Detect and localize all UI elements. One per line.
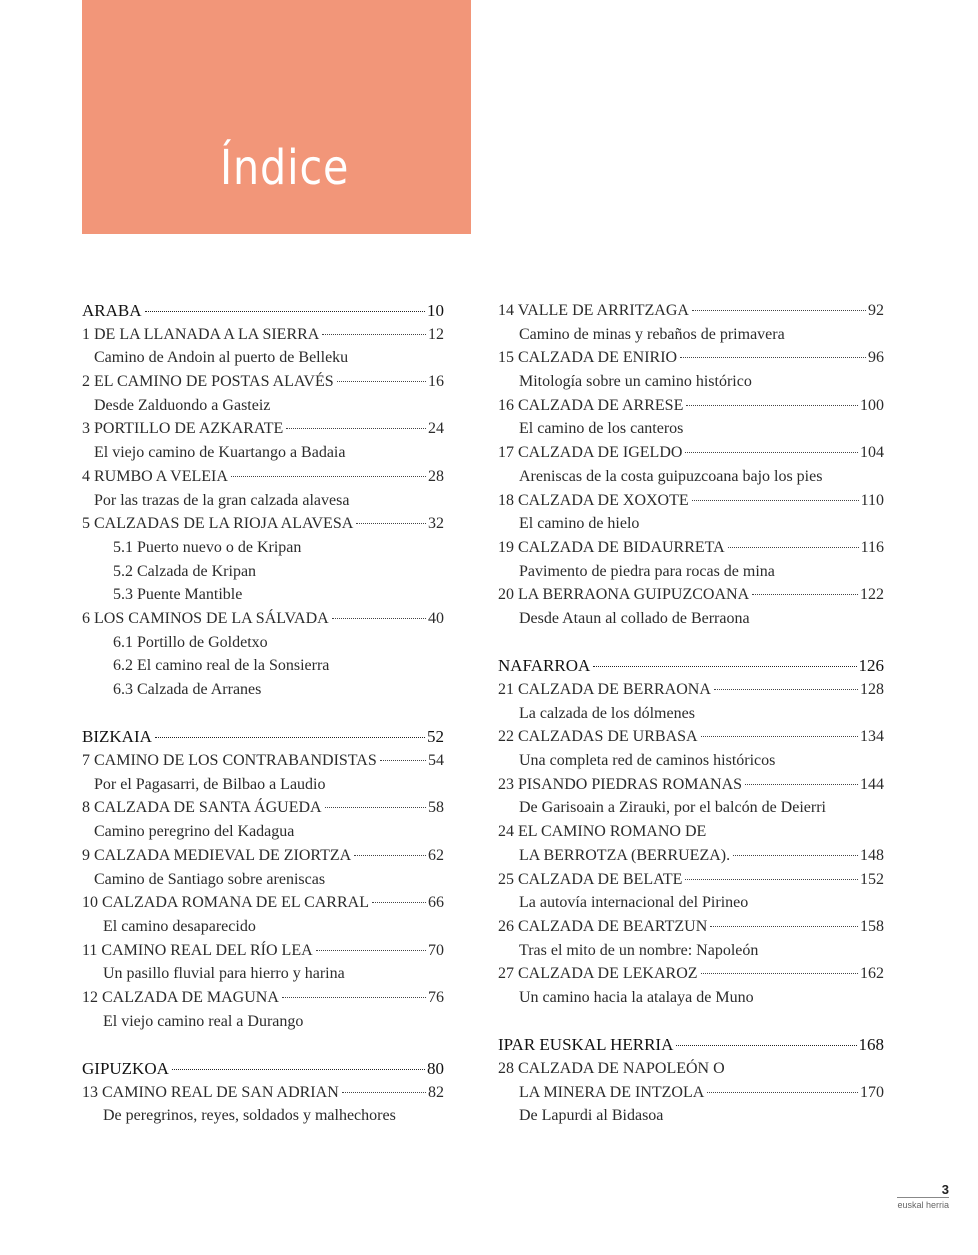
toc-entry (82, 417, 444, 441)
toc-entry (498, 962, 884, 986)
toc-entry-title: El camino de los canteros (519, 420, 684, 438)
toc-entry-title: 15 CALZADA DE ENIRIO (498, 349, 678, 367)
toc-entry-title: 6 LOS CAMINOS DE LA SÁLVADA (82, 609, 329, 627)
toc-page-number: 28 (428, 467, 444, 485)
toc-section-heading (82, 1057, 444, 1081)
dot-leader (692, 310, 866, 311)
toc-subtitle (82, 820, 444, 844)
toc-page-number: 144 (860, 775, 884, 793)
toc-subtitle (82, 868, 444, 892)
toc-page-number: 126 (858, 656, 884, 676)
toc-subtitle (82, 962, 444, 986)
dot-leader (316, 950, 426, 951)
toc-subtitle (82, 441, 444, 465)
toc-page-number: 110 (860, 491, 884, 509)
toc-entry-title: Una completa red de caminos históricos (519, 752, 776, 770)
toc-entry (498, 725, 884, 749)
toc-entry-title: 16 CALZADA DE ARRESE (498, 396, 684, 414)
toc-entry (498, 299, 884, 323)
toc-entry (498, 915, 884, 939)
toc-section-heading (498, 654, 884, 678)
toc-entry (82, 844, 444, 868)
toc-entry-title: 19 CALZADA DE BIDAURRETA (498, 538, 725, 556)
toc-entry (82, 323, 444, 347)
toc-page-number: 24 (428, 420, 444, 438)
toc-entry-title: 13 CAMINO REAL DE SAN ADRIAN (82, 1083, 339, 1101)
toc-page-number: 80 (427, 1059, 444, 1078)
toc-subtitle (498, 512, 884, 536)
dot-leader (342, 1092, 426, 1093)
toc-entry-title: 7 CAMINO DE LOS CONTRABANDISTAS (82, 752, 377, 770)
title-block (82, 0, 471, 234)
dot-leader (286, 428, 426, 429)
dot-leader (701, 736, 858, 737)
toc-entry-title: Un camino hacia la atalaya de Muno (519, 988, 754, 1006)
toc-subtitle (498, 417, 884, 441)
dot-leader (337, 381, 426, 382)
toc-entry (82, 986, 444, 1010)
toc-entry-title: Pavimento de piedra para rocas de mina (519, 562, 775, 580)
dot-leader (332, 618, 426, 619)
toc-entry (82, 607, 444, 631)
toc-page-number: 122 (860, 586, 884, 604)
toc-entry-title: 20 LA BERRAONA GUIPUZCOANA (498, 586, 750, 604)
toc-entry-title: BIZKAIA (82, 727, 152, 747)
toc-entry (498, 868, 884, 892)
toc-entry-title: Areniscas de la costa guipuzcoana bajo los pies (519, 467, 823, 485)
toc-entry-title: 4 RUMBO A VELEIA (82, 467, 228, 485)
toc-entry (498, 346, 884, 370)
toc-entry-title: De Lapurdi al Bidasoa (519, 1107, 664, 1125)
toc-entry-title: 12 CALZADA DE MAGUNA (82, 988, 279, 1006)
dot-leader (325, 807, 426, 808)
toc-entry-title: Camino de Santiago sobre areniscas (94, 870, 326, 888)
dot-leader (680, 357, 866, 358)
toc-entry-title: El camino de hielo (519, 515, 640, 533)
toc-entry-title: 5.2 Calzada de Kripan (113, 562, 257, 580)
toc-subtitle (82, 1010, 444, 1034)
toc-entry-title: NAFARROA (498, 656, 591, 676)
section-gap (498, 631, 884, 655)
toc-subtitle (82, 489, 444, 513)
toc-entry-title: El camino desaparecido (103, 917, 256, 935)
toc-entry (82, 512, 444, 536)
toc-subtitle (498, 796, 884, 820)
toc-entry-title: LA BERROTZA (BERRUEZA). (519, 846, 731, 864)
toc-page-number: 100 (860, 396, 884, 414)
dot-leader (372, 902, 426, 903)
dot-leader (752, 594, 858, 595)
toc-entry (82, 891, 444, 915)
dot-leader (714, 689, 858, 690)
toc-entry (498, 773, 884, 797)
publication-name: euskal herria (897, 1200, 949, 1210)
toc-subtitle (82, 1104, 444, 1128)
toc-entry-title: Desde Zalduondo a Gasteiz (94, 396, 271, 414)
toc-page-number: 66 (428, 894, 444, 912)
toc-page-number: 54 (428, 752, 444, 770)
toc-page-number: 92 (868, 302, 884, 319)
toc-entry (498, 489, 884, 513)
toc-entry-title: 6.3 Calzada de Arranes (113, 681, 262, 698)
page-title: Índice (220, 140, 350, 196)
toc-entry-title: El viejo camino real a Durango (103, 1012, 304, 1030)
toc-subtitle (498, 939, 884, 963)
toc-entry (82, 939, 444, 963)
toc-page-number: 16 (428, 373, 444, 391)
toc-entry-title: 5.1 Puerto nuevo o de Kripan (113, 538, 302, 556)
toc-entry (498, 536, 884, 560)
toc-subtitle (498, 465, 884, 489)
toc-entry (82, 796, 444, 820)
toc-page-number: 40 (428, 609, 444, 627)
toc-subsection (82, 631, 444, 655)
toc-subtitle (498, 560, 884, 584)
toc-entry-title: 27 CALZADA DE LEKAROZ (498, 965, 698, 983)
toc-entry-title: Tras el mito de un nombre: Napoleón (519, 941, 759, 959)
dot-leader (685, 452, 858, 453)
toc-page-number: 12 (428, 325, 444, 343)
toc-page-number: 162 (860, 965, 884, 983)
toc-subsection (82, 678, 444, 702)
toc-entry (498, 394, 884, 418)
dot-leader (155, 737, 425, 738)
toc-page-number: 10 (427, 301, 444, 320)
toc-entry-title: LA MINERA DE INTZOLA (519, 1083, 705, 1101)
toc-column-right (498, 299, 884, 1128)
toc-entry-title: 10 CALZADA ROMANA DE EL CARRAL (82, 894, 369, 912)
toc-page-number: 104 (860, 444, 884, 462)
dot-leader (728, 547, 859, 548)
dot-leader (701, 973, 858, 974)
toc-entry-title: El viejo camino de Kuartango a Badaia (94, 444, 346, 462)
toc-page-number: 168 (858, 1035, 884, 1055)
toc-entry-title: 28 CALZADA DE NAPOLEÓN O (498, 1060, 725, 1077)
footer-divider (897, 1197, 949, 1198)
toc-entry-title: 5 CALZADAS DE LA RIOJA ALAVESA (82, 515, 354, 533)
toc-entry-title: ARABA (82, 301, 142, 320)
toc-entry-title: De peregrinos, reyes, soldados y malhechores (103, 1107, 396, 1125)
toc-entry-title: Por el Pagasarri, de Bilbao a Laudio (94, 775, 326, 793)
toc-entry-title: Camino de Andoin al puerto de Belleku (94, 349, 349, 367)
toc-subsection (82, 560, 444, 584)
toc-entry-title: 1 DE LA LLANADA A LA SIERRA (82, 325, 320, 343)
toc-section-heading (498, 1033, 884, 1057)
toc-entry-title: De Garisoain a Zirauki, por el balcón de Deierri (519, 799, 826, 817)
toc-entry-title: Camino de minas y rebaños de primavera (519, 325, 785, 343)
toc-entry (82, 370, 444, 394)
toc-entry-title: 18 CALZADA DE XOXOTE (498, 491, 689, 509)
toc-subtitle (82, 915, 444, 939)
dot-leader (354, 855, 426, 856)
toc-entry-title: GIPUZKOA (82, 1059, 169, 1078)
toc-section-heading (82, 299, 444, 323)
toc-entry-title: 2 EL CAMINO DE POSTAS ALAVÉS (82, 373, 334, 391)
toc-page-number: 116 (860, 538, 884, 556)
toc-page-number: 76 (428, 988, 444, 1006)
dot-leader (686, 405, 858, 406)
section-gap (498, 1010, 884, 1034)
toc-subtitle (82, 773, 444, 797)
toc-entry-title: 6.2 El camino real de la Sonsierra (113, 657, 330, 675)
toc-subsection (82, 583, 444, 607)
toc-entry-title: 24 EL CAMINO ROMANO DE (498, 823, 707, 841)
toc-entry-title: 26 CALZADA DE BEARTZUN (498, 917, 708, 935)
dot-leader (676, 1045, 856, 1046)
dot-leader (685, 879, 858, 880)
toc-section-heading (82, 725, 444, 749)
toc-subtitle (498, 607, 884, 631)
toc-subtitle (498, 986, 884, 1010)
toc-entry-title: Un pasillo fluvial para hierro y harina (103, 965, 345, 983)
dot-leader (356, 523, 426, 524)
dot-leader (707, 1092, 858, 1093)
toc-entry-title: 5.3 Puente Mantible (113, 586, 243, 604)
toc-entry (498, 844, 884, 868)
dot-leader (322, 334, 426, 335)
toc-entry-title: 3 PORTILLO DE AZKARATE (82, 420, 284, 438)
toc-entry-title: 11 CAMINO REAL DEL RÍO LEA (82, 941, 313, 959)
toc-page-number: 70 (428, 941, 444, 959)
toc-entry-title: 9 CALZADA MEDIEVAL DE ZIORTZA (82, 846, 352, 864)
dot-leader (282, 997, 426, 998)
section-gap (82, 702, 444, 726)
toc-page-number: 96 (868, 349, 884, 367)
dot-leader (172, 1069, 425, 1070)
toc-page-number: 82 (428, 1083, 444, 1101)
toc-entry-title: 25 CALZADA DE BELATE (498, 870, 683, 888)
toc-page-number: 152 (860, 870, 884, 888)
toc-entry-title: 8 CALZADA DE SANTA ÁGUEDA (82, 799, 322, 817)
toc-entry (498, 1081, 884, 1105)
toc-entry-title: Mitología sobre un camino histórico (519, 373, 752, 391)
toc-page-number: 52 (427, 727, 444, 747)
dot-leader (380, 760, 426, 761)
toc-subtitle (82, 346, 444, 370)
toc-entry (82, 1081, 444, 1105)
toc-entry-title: 22 CALZADAS DE URBASA (498, 728, 698, 746)
toc-subsection (82, 654, 444, 678)
toc-subtitle (498, 370, 884, 394)
toc-subtitle (498, 1104, 884, 1128)
toc-page-number: 134 (860, 728, 884, 746)
toc-entry (498, 678, 884, 702)
toc-entry-title: 6.1 Portillo de Goldetxo (113, 633, 268, 651)
toc-entry-title: 23 PISANDO PIEDRAS ROMANAS (498, 775, 743, 793)
toc-entry-title: IPAR EUSKAL HERRIA (498, 1035, 674, 1055)
toc-subtitle (82, 394, 444, 418)
toc-entry (498, 1057, 884, 1081)
toc-page-number: 62 (428, 846, 444, 864)
toc-entry-title: Camino peregrino del Kadagua (94, 823, 295, 841)
toc-entry (82, 465, 444, 489)
toc-entry-title: La autovía internacional del Pirineo (519, 894, 749, 912)
dot-leader (145, 311, 425, 312)
toc-entry-title: Por las trazas de la gran calzada alavesa (94, 491, 350, 509)
toc-subtitle (498, 749, 884, 773)
dot-leader (593, 666, 856, 667)
dot-leader (692, 500, 859, 501)
toc-entry-title: 14 VALLE DE ARRITZAGA (498, 302, 689, 319)
toc-page-number: 158 (860, 917, 884, 935)
toc-entry-title: 17 CALZADA DE IGELDO (498, 444, 683, 462)
toc-entry-title: Desde Ataun al collado de Berraona (519, 609, 750, 627)
toc-entry (498, 820, 884, 844)
toc-column-left (82, 299, 444, 1128)
toc-subtitle (498, 891, 884, 915)
toc-entry-title: 21 CALZADA DE BERRAONA (498, 681, 711, 698)
toc-page-number: 32 (428, 515, 444, 533)
toc-entry (498, 583, 884, 607)
toc-subtitle (498, 702, 884, 726)
dot-leader (710, 926, 858, 927)
section-gap (82, 1033, 444, 1057)
toc-subtitle (498, 323, 884, 347)
toc-page-number: 148 (860, 846, 884, 864)
toc-entry (82, 749, 444, 773)
toc-subsection (82, 536, 444, 560)
toc-entry-title: La calzada de los dólmenes (519, 704, 695, 722)
dot-leader (733, 855, 858, 856)
toc-entry (498, 441, 884, 465)
toc-page-number: 58 (428, 799, 444, 817)
dot-leader (231, 476, 426, 477)
page-number: 3 (941, 1182, 949, 1197)
dot-leader (745, 784, 858, 785)
toc-page-number: 128 (860, 681, 884, 698)
toc-page-number: 170 (860, 1083, 884, 1101)
